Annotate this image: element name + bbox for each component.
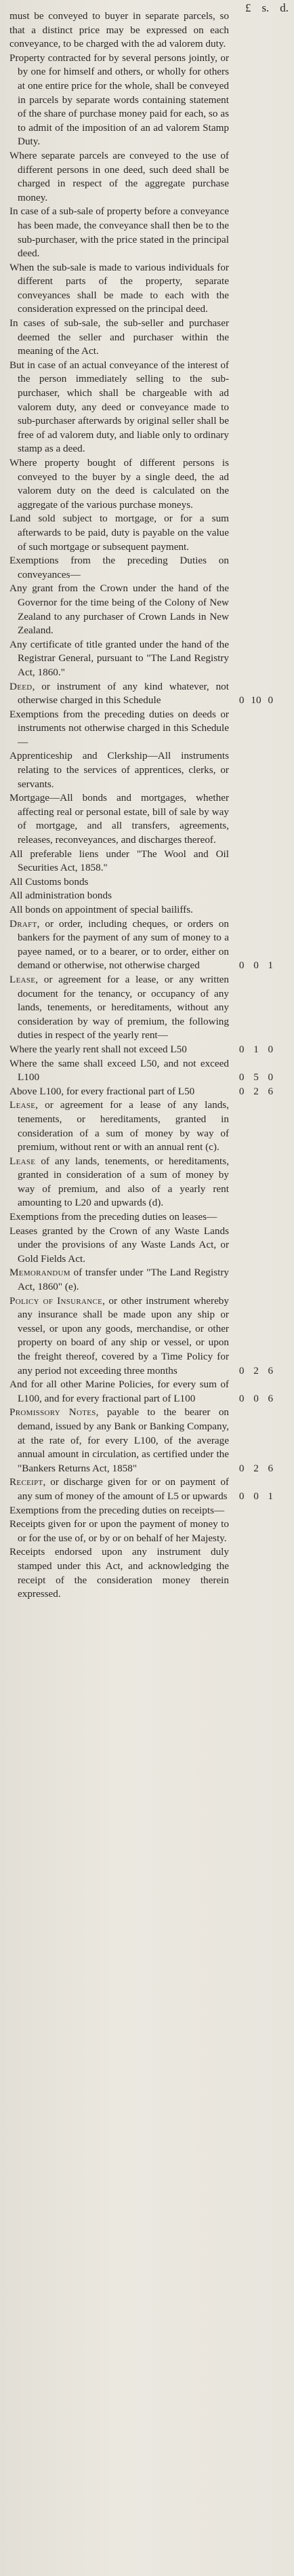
entry-text [9, 680, 229, 708]
entry-text [9, 973, 229, 1043]
entry-text: Where property bought of different persons is conveyed to the buyer by a single deed, the ad valorem duty on the deed is calculated on the aggregate of the various purchase moneys. [9, 457, 229, 511]
entry-text: Above L100, for every fractional part of L50 [9, 1085, 195, 1097]
entry-amount [229, 1392, 278, 1406]
entry-rest-text: of transfer under "The Land Registry Act, 1860" (e). [18, 1267, 229, 1293]
amount-pounds: 0 [238, 959, 245, 972]
schedule-entry [9, 1545, 278, 1601]
entry-text: But in case of an actual conveyance of the interest of the person immediately selling to the sub-purchaser, which shall be chargeable with ad valorem duty, any deed or conveyance made to sub-purchaser afterwards by original seller shall be free of ad valorem duty, and liable only to ordinary stamp as a deed. [9, 359, 229, 455]
shillings-header: s. [261, 1, 270, 14]
amount-pence: 0 [268, 1043, 274, 1055]
schedule-entry [9, 512, 278, 554]
entry-text: Exemptions from the preceding duties on leases— [9, 1211, 217, 1223]
entry-text: Property contracted for by several persons jointly, or by one for himself and others, or wholly for others at one entire price for the whole, shall be conveyed in parcels by separate words containing statement of the share of purchase money paid for each, so as to admit of the imposition of an ad valorem Stamp Duty. [9, 52, 229, 148]
entry-rest-text: , or discharge given for or on payment of any sum of money of the amount of L5 or upwards [18, 1476, 229, 1502]
entry-rest-text: of any lands, tenements, or hereditaments, granted in consideration of a sum of money by way of premium, and also of a yearly rent amounting to L20 and upwards (d). [18, 1155, 229, 1209]
entry-text: Where the yearly rent shall not exceed L50 [9, 1043, 187, 1055]
column-header [245, 1, 289, 15]
entry-lead-term: Lease [9, 973, 36, 985]
schedule-entry [9, 149, 278, 205]
entry-text: Exemptions from the preceding Duties on conveyances— [9, 555, 229, 580]
entry-text [9, 1294, 229, 1379]
entry-amount [229, 1462, 278, 1476]
entry-text: Any grant from the Crown under the hand of the Governor for the time being of the Colony of New Zealand to any purchaser of Crown Lands in New Zealand. [9, 582, 229, 637]
entry-text: Exemptions from the preceding duties on deeds or instruments not otherwise charged in this Schedule— [9, 708, 229, 748]
entry-text: In case of a sub-sale of property before a conveyance has been made, the conveyance shall then be to the sub-purchaser, with the price stated in the principal deed. [9, 205, 229, 260]
amount-pence: 6 [268, 1462, 274, 1474]
schedule-entry [9, 1043, 278, 1057]
entry-lead-term: Receipt [9, 1476, 43, 1488]
schedule-entry [9, 1378, 278, 1406]
amount-shillings: 0 [253, 1490, 259, 1502]
entry-lead-term: Lease [9, 1099, 36, 1111]
entry-text [9, 917, 229, 973]
amount-pounds: 0 [238, 1071, 245, 1084]
entry-text [9, 1098, 229, 1154]
schedule-entry [9, 359, 278, 456]
entry-text: must be conveyed to buyer in separate parcels, so that a distinct price may be expressed on each conveyance, to be charged with the ad valorem duty. [9, 10, 229, 50]
schedule-entry [9, 1225, 278, 1267]
entry-text: Receipts endorsed upon any instrument duly stamped under this Act, and acknowledging the receipt of the consideration money therein expressed. [9, 1546, 229, 1600]
entry-rest-text: , or agreement for a lease of any lands, tenements, or hereditaments, granted in consideration of a sum of money by way of premium, without rent or with an annual rent (c). [18, 1099, 229, 1153]
schedule-entry [9, 973, 278, 1043]
entry-text: Mortgage—All bonds and mortgages, whether affecting real or personal estate, bill of sale by way of mortgage, and all transfers, agreements, releases, reconveyances, and discharges thereof. [9, 792, 229, 846]
entry-lead-term: Draft [9, 917, 37, 930]
schedule-entry [9, 554, 278, 582]
schedule-entry [9, 1098, 278, 1154]
schedule-entry [9, 317, 278, 359]
amount-shillings: 10 [251, 694, 261, 707]
schedule-entry [9, 1085, 278, 1099]
amount-pounds: 0 [238, 1490, 245, 1502]
entry-amount [229, 1071, 278, 1085]
amount-shillings: 5 [253, 1071, 259, 1084]
amount-pounds: 0 [238, 694, 245, 707]
amount-shillings: 0 [253, 959, 259, 972]
entry-amount [229, 694, 278, 708]
entry-text: And for all other Marine Policies, for every sum of L100, and for every fractional part of L100 [9, 1379, 229, 1404]
amount-pence: 1 [268, 1490, 274, 1502]
schedule-entry [9, 1294, 278, 1379]
amount-shillings: 2 [253, 1085, 259, 1097]
pence-header: d. [280, 1, 289, 14]
entry-text: Leases granted by the Crown of any Waste Lands under the provisions of any Waste Lands Act, or Gold Fields Act. [9, 1225, 229, 1265]
entry-text: In cases of sub-sale, the sub-seller and purchaser deemed the seller and purchaser within the meaning of the Act. [9, 317, 229, 357]
amount-shillings: 1 [253, 1043, 259, 1055]
amount-pence: 0 [268, 694, 274, 707]
schedule-body [9, 9, 278, 1602]
schedule-entry [9, 1057, 278, 1085]
entry-lead-term: Lease [9, 1155, 36, 1167]
schedule-entry [9, 261, 278, 317]
entry-text [9, 1155, 229, 1210]
entry-text: All Customs bonds [9, 875, 89, 888]
schedule-entry [9, 875, 278, 890]
entry-text: Apprenticeship and Clerkship—All instruments relating to the services of apprentices, clerks, or servants. [9, 750, 229, 790]
schedule-entry [9, 52, 278, 149]
schedule-entry [9, 1504, 278, 1518]
entry-amount [229, 1490, 278, 1504]
entry-rest-text: , or other instrument whereby any insurance shall be made upon any ship or vessel, or upon any goods, merchandise, or other property on board of any ship or vessel, or upon the freight thereof, covered by a Time Policy for any period not exceeding three months [18, 1294, 229, 1376]
schedule-entry [9, 791, 278, 847]
schedule-entry [9, 889, 278, 903]
pounds-header: £ [245, 1, 251, 14]
amount-pounds: 0 [238, 1462, 245, 1474]
schedule-entry [9, 708, 278, 750]
amount-pence: 1 [268, 959, 274, 972]
entry-text [9, 1475, 229, 1503]
entry-text: All bonds on appointment of special bailiffs. [9, 904, 193, 915]
amount-pence: 0 [268, 1071, 274, 1084]
entry-lead-term: Deed [9, 680, 33, 692]
entry-amount [229, 1043, 278, 1057]
amount-shillings: 2 [253, 1364, 259, 1376]
schedule-entry [9, 1406, 278, 1475]
entry-lead-term: Policy of Insurance [9, 1294, 103, 1307]
entry-rest-text: , or order, including cheques, or orders on bankers for the payment of any sum of money to a payee named, or to a bearer, or to order, either on demand or otherwise, not otherwise charged [18, 917, 229, 972]
schedule-entry [9, 638, 278, 680]
schedule-entry [9, 1210, 278, 1225]
entry-text [9, 1406, 229, 1475]
entry-amount [229, 959, 278, 973]
entry-text: When the sub-sale is made to various individuals for different parts of the property, separate conveyances shall be made to each with the consideration expressed on the principal deed. [9, 261, 229, 315]
entry-text: All administration bonds [9, 890, 112, 902]
entry-text: Land sold subject to mortgage, or for a sum afterwards to be paid, duty is payable on the value of such mortgage or subsequent payment. [9, 513, 229, 553]
amount-shillings: 2 [253, 1462, 259, 1474]
schedule-entry [9, 456, 278, 512]
entry-text: Any certificate of title granted under the hand of the Registrar General, pursuant to "The Land Registry Act, 1860." [9, 638, 229, 678]
schedule-entry [9, 903, 278, 917]
schedule-entry [9, 205, 278, 260]
schedule-entry [9, 917, 278, 973]
schedule-entry [9, 1155, 278, 1210]
entry-lead-term: Promissory Notes [9, 1406, 96, 1419]
entry-text: Where separate parcels are conveyed to the use of different persons in one deed, such deed shall be charged in respect of the aggregate purchase money. [9, 149, 229, 203]
schedule-entry [9, 680, 278, 708]
amount-pounds: 0 [238, 1085, 245, 1097]
entry-lead-term: Memorandum [9, 1267, 70, 1279]
schedule-entry [9, 1475, 278, 1503]
amount-shillings: 0 [253, 1392, 259, 1404]
schedule-entry [9, 749, 278, 791]
amount-pounds: 0 [238, 1392, 245, 1404]
entry-text: All preferable liens under "The Wool and Oil Securities Act, 1858." [9, 848, 229, 874]
amount-pence: 6 [268, 1364, 274, 1376]
amount-pounds: 0 [238, 1043, 245, 1055]
schedule-entry [9, 848, 278, 875]
entry-rest-text: , or instrument of any kind whatever, not otherwise charged in this Schedule [18, 680, 229, 707]
schedule-entry [9, 582, 278, 637]
entry-text: Where the same shall exceed L50, and not exceed L100 [9, 1057, 229, 1084]
amount-pounds: 0 [238, 1364, 245, 1376]
schedule-entry [9, 1518, 278, 1545]
entry-rest-text: , or agreement for a lease, or any written document for the tenancy, or occupancy of any lands, tenements, or hereditaments, without any consideration by way of premium, the following duties in respect of the yearly rent— [18, 973, 229, 1042]
amount-pence: 6 [268, 1392, 274, 1404]
entry-amount [229, 1085, 278, 1099]
entry-text: Exemptions from the preceding duties on receipts— [9, 1504, 225, 1516]
schedule-entry [9, 9, 278, 52]
entry-text: Receipts given for or upon the payment of money to or for the use of, or by or on behalf of her Majesty. [9, 1518, 229, 1544]
amount-pence: 6 [268, 1085, 274, 1097]
entry-rest-text: , payable to the bearer on demand, issued by any Bank or Banking Company, at the rate of, for every L100, of the average annual amount in circulation, as certified under the "Bankers Returns Act, 1858" [18, 1406, 230, 1474]
schedule-entry [9, 1266, 278, 1294]
entry-amount [229, 1364, 278, 1379]
entry-text [9, 1266, 229, 1294]
